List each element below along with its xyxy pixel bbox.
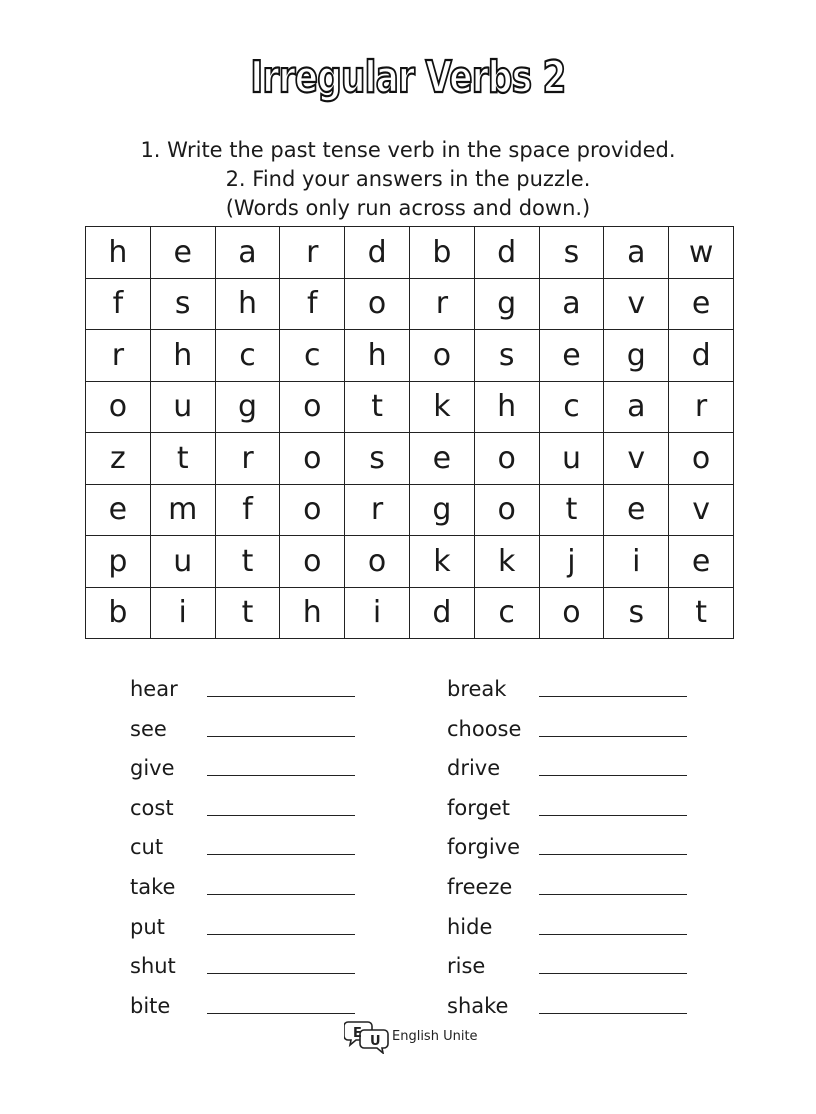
verb-label: see — [130, 716, 167, 741]
grid-cell[interactable]: h — [474, 381, 539, 433]
word-search-grid — [85, 226, 734, 639]
grid-cell[interactable]: o — [409, 330, 474, 382]
grid-cell[interactable]: v — [604, 433, 669, 485]
grid-cell[interactable]: a — [215, 227, 280, 279]
answer-blank[interactable] — [539, 973, 687, 974]
grid-cell[interactable]: o — [539, 587, 604, 639]
grid-cell[interactable]: t — [345, 381, 410, 433]
grid-cell[interactable]: o — [280, 381, 345, 433]
logo-letter-e: E — [353, 1026, 362, 1041]
grid-cell[interactable]: h — [215, 278, 280, 330]
grid-cell[interactable]: t — [150, 433, 215, 485]
verb-label: choose — [447, 716, 522, 741]
verb-label: cost — [130, 795, 174, 820]
grid-cell[interactable]: u — [150, 536, 215, 588]
grid-cell[interactable]: o — [669, 433, 734, 485]
grid-cell[interactable]: u — [539, 433, 604, 485]
grid-row — [86, 381, 734, 433]
grid-cell[interactable]: i — [345, 587, 410, 639]
grid-cell[interactable]: t — [539, 484, 604, 536]
grid-cell[interactable]: e — [150, 227, 215, 279]
grid-cell[interactable]: a — [604, 381, 669, 433]
grid-cell[interactable]: r — [215, 433, 280, 485]
grid-cell[interactable]: t — [669, 587, 734, 639]
verb-label: cut — [130, 835, 164, 860]
grid-row — [86, 536, 734, 588]
grid-cell[interactable]: r — [280, 227, 345, 279]
answer-blank[interactable] — [207, 696, 355, 697]
answer-blank[interactable] — [539, 736, 687, 737]
verb-label: bite — [130, 993, 171, 1018]
grid-cell[interactable]: o — [280, 433, 345, 485]
grid-row — [86, 330, 734, 382]
grid-cell[interactable]: k — [409, 536, 474, 588]
grid-cell[interactable]: e — [86, 484, 151, 536]
grid-cell[interactable]: r — [409, 278, 474, 330]
grid-cell[interactable]: p — [86, 536, 151, 588]
grid-cell[interactable]: m — [150, 484, 215, 536]
grid-cell[interactable]: h — [150, 330, 215, 382]
grid-row — [86, 278, 734, 330]
grid-cell[interactable]: h — [280, 587, 345, 639]
grid-cell[interactable]: k — [409, 381, 474, 433]
grid-cell[interactable]: v — [669, 484, 734, 536]
grid-cell[interactable]: o — [474, 484, 539, 536]
grid-cell[interactable]: z — [86, 433, 151, 485]
grid-cell[interactable]: s — [539, 227, 604, 279]
grid-cell[interactable]: h — [86, 227, 151, 279]
answer-blank[interactable] — [539, 815, 687, 816]
instructions — [0, 136, 816, 223]
grid-cell[interactable]: f — [280, 278, 345, 330]
grid-cell[interactable]: v — [604, 278, 669, 330]
grid-cell[interactable]: d — [669, 330, 734, 382]
grid-cell[interactable]: s — [150, 278, 215, 330]
grid-cell[interactable]: e — [604, 484, 669, 536]
answer-blank[interactable] — [207, 973, 355, 974]
answer-blank[interactable] — [207, 775, 355, 776]
grid-cell[interactable]: s — [604, 587, 669, 639]
grid-cell[interactable]: o — [86, 381, 151, 433]
grid-cell[interactable]: k — [474, 536, 539, 588]
answer-blank[interactable] — [539, 854, 687, 855]
answer-blank[interactable] — [207, 815, 355, 816]
grid-cell[interactable]: h — [345, 330, 410, 382]
grid-cell[interactable]: f — [215, 484, 280, 536]
grid-cell[interactable]: d — [474, 227, 539, 279]
grid-cell[interactable]: o — [474, 433, 539, 485]
answer-blank[interactable] — [539, 934, 687, 935]
grid-cell[interactable]: g — [215, 381, 280, 433]
answer-blank[interactable] — [207, 934, 355, 935]
grid-cell[interactable]: c — [474, 587, 539, 639]
grid-cell[interactable]: e — [669, 278, 734, 330]
grid-cell[interactable]: b — [409, 227, 474, 279]
verb-label: forgive — [447, 835, 521, 860]
grid-cell[interactable]: j — [539, 536, 604, 588]
grid-cell[interactable]: c — [539, 381, 604, 433]
grid-row — [86, 587, 734, 639]
worksheet-title: Irregular Verbs 2 — [250, 52, 566, 103]
answer-blank[interactable] — [539, 1013, 687, 1014]
answer-blank[interactable] — [539, 775, 687, 776]
grid-cell[interactable]: d — [345, 227, 410, 279]
answer-blank[interactable] — [207, 854, 355, 855]
grid-cell[interactable]: b — [86, 587, 151, 639]
verb-label: hear — [130, 677, 178, 701]
grid-cell[interactable]: i — [150, 587, 215, 639]
grid-cell[interactable]: r — [86, 330, 151, 382]
grid-cell[interactable]: o — [345, 278, 410, 330]
verb-label: take — [130, 874, 176, 899]
answer-blank[interactable] — [207, 736, 355, 737]
grid-row — [86, 484, 734, 536]
verb-label: give — [130, 756, 175, 781]
grid-row — [86, 227, 734, 279]
verb-label: drive — [447, 756, 501, 781]
grid-cell[interactable]: i — [604, 536, 669, 588]
grid-cell[interactable]: g — [604, 330, 669, 382]
grid-row — [86, 433, 734, 485]
grid-cell[interactable]: c — [215, 330, 280, 382]
grid-cell[interactable]: t — [215, 587, 280, 639]
instruction-line-3: (Words only run across and down.) — [225, 196, 591, 220]
speech-bubbles-icon — [344, 1018, 390, 1054]
grid-cell[interactable]: g — [409, 484, 474, 536]
answer-blank[interactable] — [539, 894, 687, 895]
grid-cell[interactable]: u — [150, 381, 215, 433]
instruction-line-2: 2. Find your answers in the puzzle. — [225, 167, 591, 191]
grid-cell[interactable]: t — [215, 536, 280, 588]
answer-blank[interactable] — [207, 894, 355, 895]
grid-cell[interactable]: e — [409, 433, 474, 485]
grid-cell[interactable]: o — [345, 536, 410, 588]
logo-text: English Unite — [392, 1028, 478, 1044]
verb-label: hide — [447, 914, 493, 939]
verb-label: break — [447, 677, 507, 701]
grid-cell[interactable]: e — [669, 536, 734, 588]
verb-label: shut — [130, 954, 176, 979]
grid-cell[interactable]: o — [280, 484, 345, 536]
grid-cell[interactable]: c — [280, 330, 345, 382]
verb-label: put — [130, 914, 165, 939]
grid-cell[interactable]: s — [345, 433, 410, 485]
grid-cell[interactable]: e — [539, 330, 604, 382]
verb-label: freeze — [447, 874, 513, 899]
grid-cell[interactable]: o — [280, 536, 345, 588]
grid-cell[interactable]: f — [86, 278, 151, 330]
grid-cell[interactable]: a — [539, 278, 604, 330]
english-unite-logo — [344, 1018, 478, 1054]
grid-cell[interactable]: g — [474, 278, 539, 330]
grid-cell[interactable]: r — [669, 381, 734, 433]
grid-cell[interactable]: s — [474, 330, 539, 382]
logo-letter-u: U — [370, 1034, 381, 1049]
verb-label: rise — [447, 954, 486, 979]
grid-cell[interactable]: w — [669, 227, 734, 279]
grid-cell[interactable]: r — [345, 484, 410, 536]
grid-cell[interactable]: d — [409, 587, 474, 639]
answer-blank[interactable] — [207, 1013, 355, 1014]
verb-label: shake — [447, 993, 509, 1018]
instruction-line-1: 1. Write the past tense verb in the space provided. — [140, 138, 676, 162]
answer-blank[interactable] — [539, 696, 687, 697]
verb-label: forget — [447, 795, 510, 820]
grid-cell[interactable]: a — [604, 227, 669, 279]
